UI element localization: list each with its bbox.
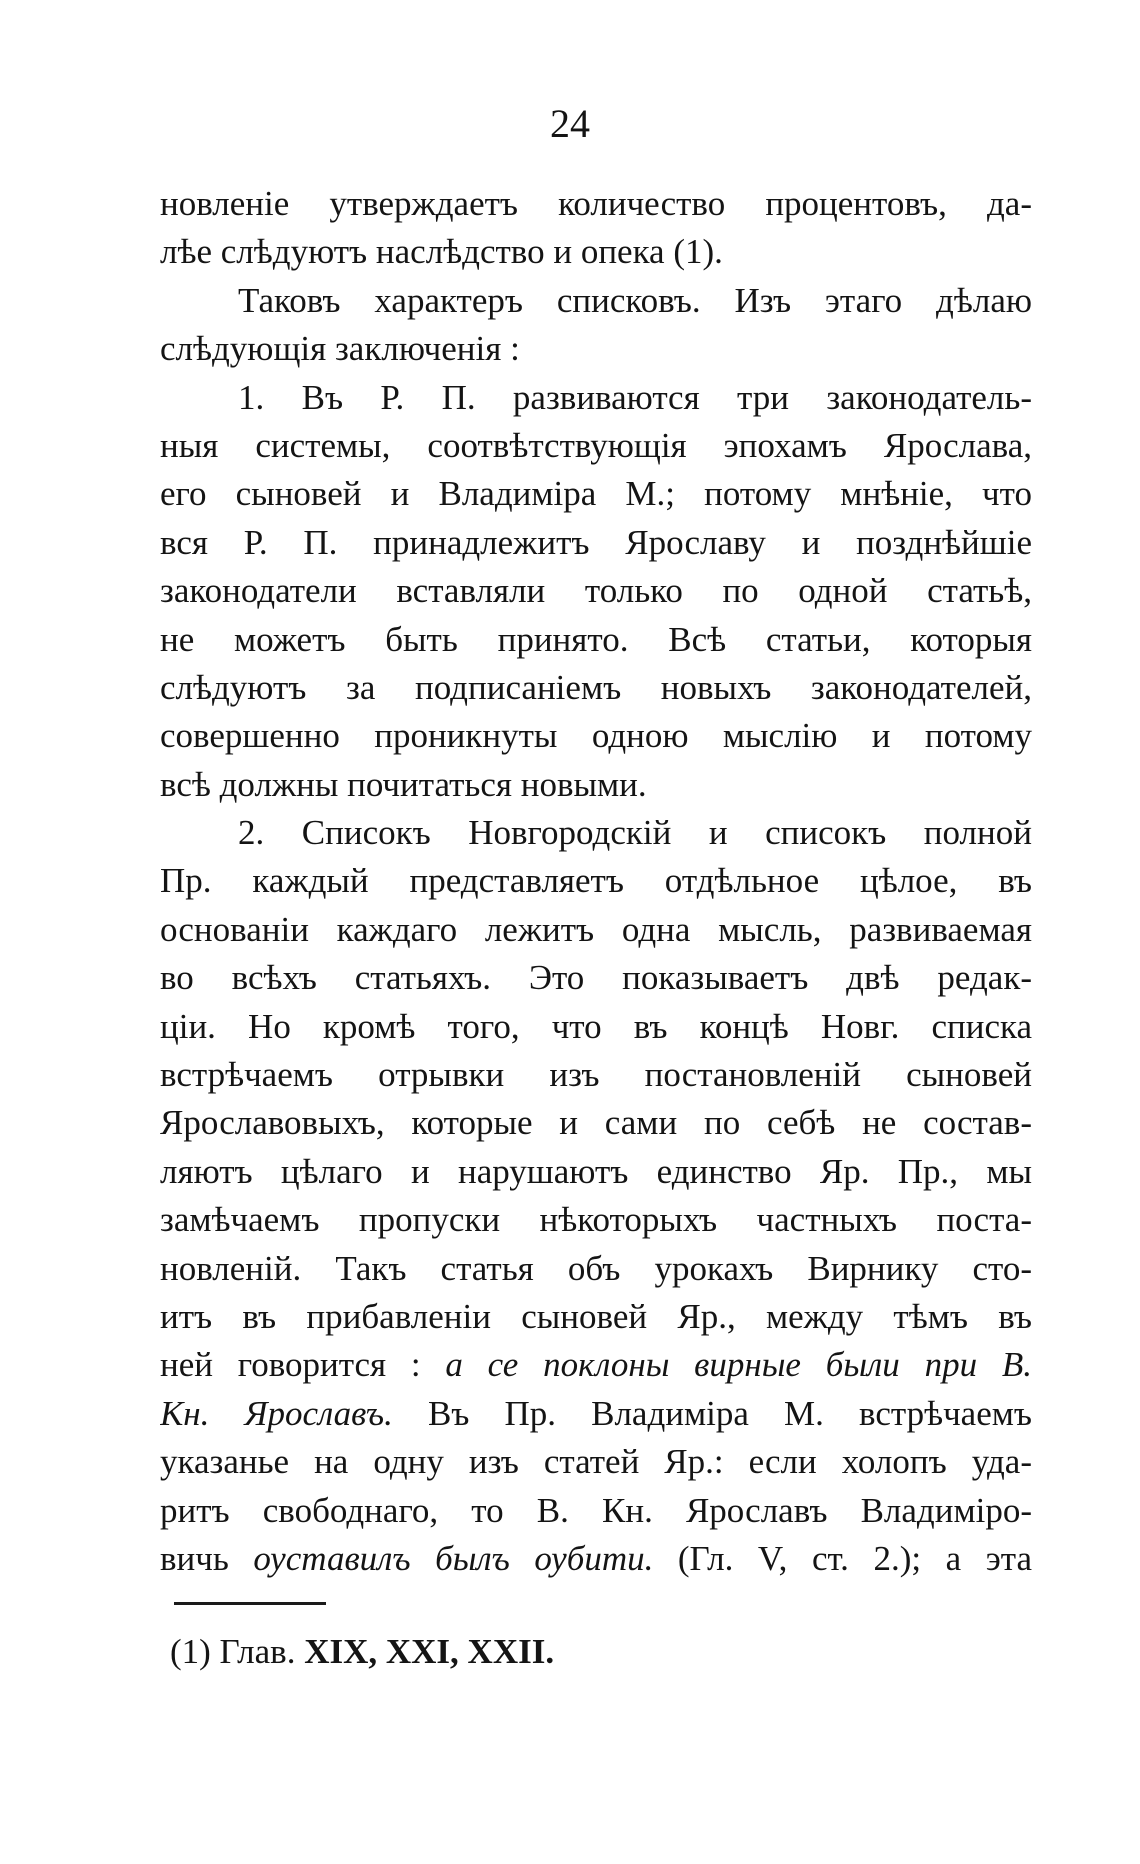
text-line: ныя системы, соотвѣтствующія эпохамъ Ярослава, bbox=[160, 425, 1032, 465]
text-line bbox=[160, 1341, 1032, 1389]
text-line: указанье на одну изъ статей Яр.: если холопъ уда- bbox=[160, 1442, 1032, 1482]
text-line: слѣдуютъ за подписаніемъ новыхъ законодателей, bbox=[160, 667, 1032, 707]
text-line bbox=[160, 1390, 1032, 1438]
text-line: замѣчаемъ пропуски нѣкоторыхъ частныхъ поста- bbox=[160, 1200, 1032, 1240]
text-segment: ней говорится : bbox=[160, 1345, 446, 1385]
text-line: новленіе утверждаетъ количество процентовъ, да- bbox=[160, 184, 1032, 223]
main-text bbox=[160, 180, 1032, 1583]
text-line: ціи. Но кромѣ того, что въ концѣ Новг. списка bbox=[160, 1006, 1032, 1046]
text-line: итъ въ прибавленіи сыновей Яр., между тѣмъ въ bbox=[160, 1296, 1032, 1336]
italic-quote: Кн. Ярославъ. bbox=[160, 1393, 393, 1433]
footnote-marker: (1) Глав. bbox=[170, 1632, 296, 1671]
text-line: основаніи каждаго лежитъ одна мысль, развиваемая bbox=[160, 909, 1032, 949]
text-line bbox=[160, 1535, 1032, 1583]
text-line: встрѣчаемъ отрывки изъ постановленій сыновей bbox=[160, 1055, 1032, 1095]
text-line: 2. Списокъ Новгородскій и списокъ полной bbox=[238, 813, 1032, 853]
text-line: совершенно проникнуты одною мыслію и потому bbox=[160, 716, 1032, 756]
text-line: всѣ должны почитаться новыми. bbox=[160, 764, 647, 804]
text-line: ритъ свободнаго, то В. Кн. Ярославъ Владиміро- bbox=[160, 1490, 1032, 1530]
text-segment: (Гл. V, ст. 2.); а эта bbox=[653, 1538, 1032, 1578]
text-line: новленій. Такъ статья объ урокахъ Вирнику сто- bbox=[160, 1248, 1032, 1288]
text-line: слѣдующія заключенія : bbox=[160, 329, 520, 369]
text-line: во всѣхъ статьяхъ. Это показываетъ двѣ редак- bbox=[160, 958, 1032, 998]
text-line: вся Р. П. принадлежитъ Ярославу и позднѣйшіе bbox=[160, 522, 1032, 562]
text-line: лѣе слѣдуютъ наслѣдство и опека (1). bbox=[160, 232, 723, 272]
text-segment: вичь bbox=[160, 1538, 254, 1578]
text-line: его сыновей и Владиміра М.; потому мнѣніе, что bbox=[160, 474, 1032, 514]
text-line: Таковъ характеръ списковъ. Изъ этаго дѣлаю bbox=[238, 280, 1032, 320]
text-segment: Въ Пр. Владиміра М. встрѣчаемъ bbox=[392, 1393, 1032, 1433]
text-line: законодатели вставляли только по одной статьѣ, bbox=[160, 571, 1032, 611]
text-line: не можетъ быть принято. Всѣ статьи, которыя bbox=[160, 619, 1032, 659]
text-line: ляютъ цѣлаго и нарушаютъ единство Яр. Пр., мы bbox=[160, 1151, 1032, 1191]
text-line: 1. Въ Р. П. развиваются три законодатель- bbox=[238, 377, 1032, 417]
page-number: 24 bbox=[550, 101, 590, 146]
footnote-divider bbox=[174, 1602, 326, 1605]
footnote bbox=[170, 1628, 554, 1676]
italic-quote: а се поклоны вирные были при В. bbox=[445, 1345, 1032, 1385]
text-line: Пр. каждый представляетъ отдѣльное цѣлое, въ bbox=[160, 861, 1032, 901]
text-line: Ярославовыхъ, которые и сами по себѣ не состав- bbox=[160, 1103, 1032, 1143]
italic-quote: оуставилъ былъ оубити. bbox=[253, 1538, 654, 1578]
footnote-references: XIX, XXI, XXII. bbox=[304, 1632, 555, 1671]
